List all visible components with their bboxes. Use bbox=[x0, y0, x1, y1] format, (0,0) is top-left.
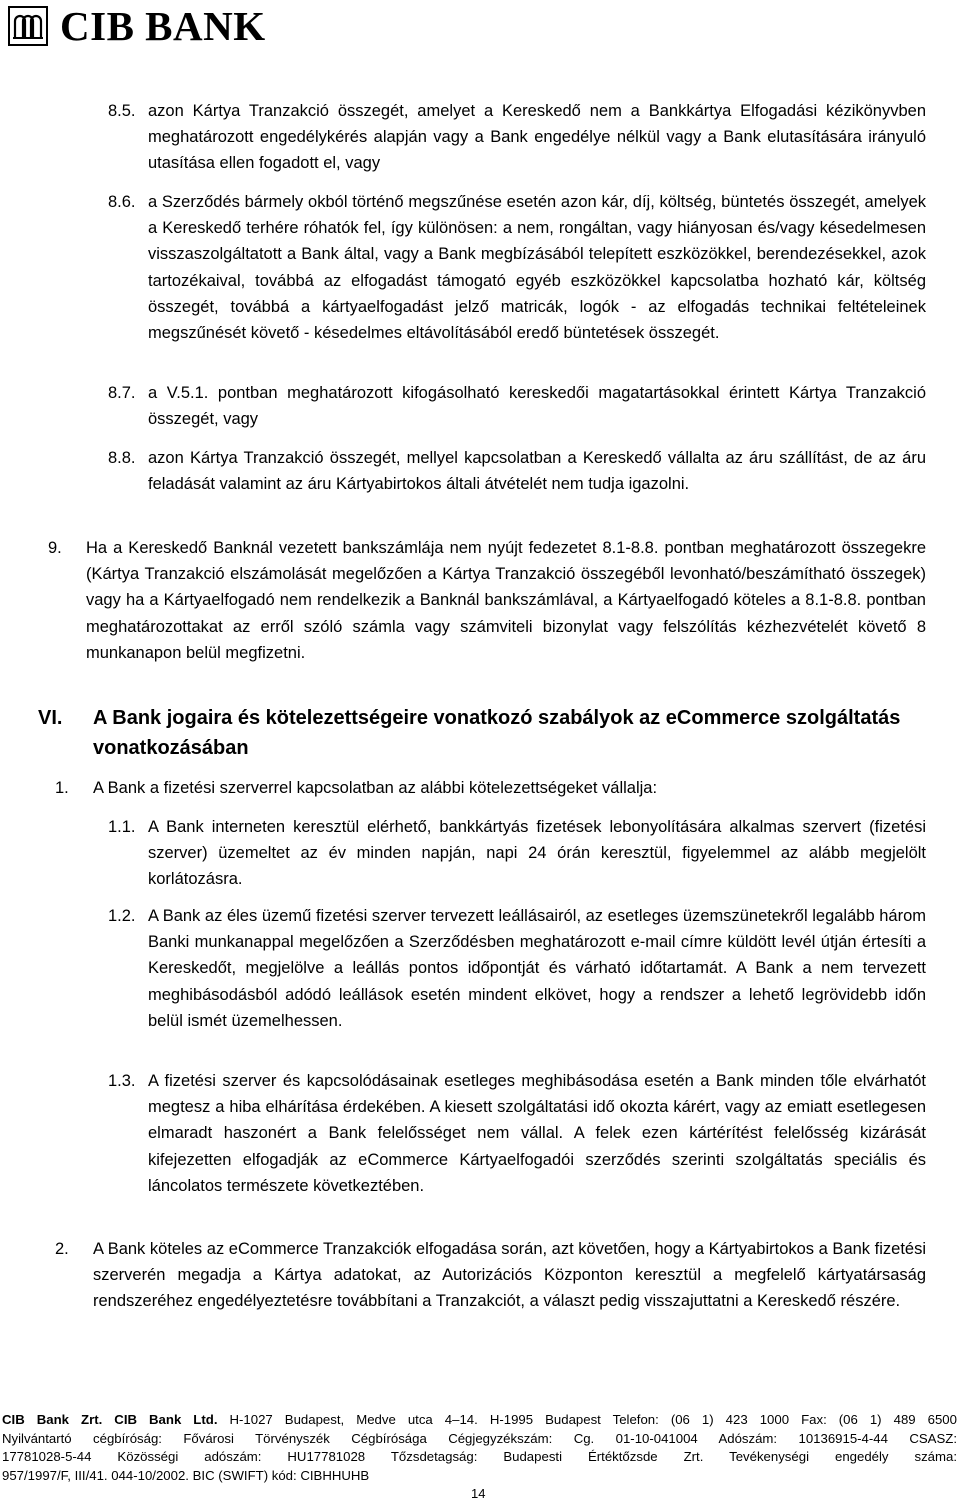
clause-text: A Bank a fizetési szerverrel kapcsolatban az alábbi kötelezettségeket vállalja: bbox=[93, 779, 658, 797]
bank-logo-icon bbox=[8, 6, 48, 46]
clause-2 bbox=[55, 1236, 926, 1315]
clause-1 bbox=[55, 775, 926, 801]
clause-8-5 bbox=[108, 98, 926, 177]
bank-logo bbox=[8, 4, 266, 48]
clause-number: 8.6. bbox=[108, 193, 136, 211]
clause-number: 1.1. bbox=[108, 818, 136, 836]
clause-number: 1. bbox=[55, 779, 69, 797]
footer-company-name: CIB Bank Zrt. CIB Bank Ltd. bbox=[2, 1412, 218, 1427]
clause-number: 2. bbox=[55, 1240, 69, 1258]
page-footer bbox=[2, 1411, 957, 1485]
footer-line-3: 17781028-5-44 Közösségi adószám: HU17781028 Tőzsdetagság: Budapesti Értéktőzsde Zrt. Tevékenységi engedély száma: bbox=[2, 1449, 957, 1465]
clause-number: 1.3. bbox=[108, 1072, 136, 1090]
clause-8-7 bbox=[108, 380, 926, 432]
clause-1-3 bbox=[108, 1068, 926, 1199]
clause-text: Ha a Kereskedő Banknál vezetett bankszámlája nem nyújt fedezetet 8.1-8.8. pontban meghatározott összegekre (Kártya Tranzakció elszámolását megelőzően a Kártya Tranzakció összegéből levonható/beszámítható összegek) vagy ha a Kártyaelfogadó nem rendelkezik a Banknál bankszámlával, a Kártyaelfogadó köteles a 8.1-8.8. pontban meghatározottakat az erről szóló számla vagy számviteli bizonylat vagy felszólítás kézhezvételét követő 8 munkanapon belül megfizetni. bbox=[86, 539, 926, 662]
clause-text: azon Kártya Tranzakció összegét, amelyet a Kereskedő nem a Bankkártya Elfogadási kézikönyvben meghatározott engedélykérés alapján vagy a Bank engedélye nélkül vagy a Bank elutasítására irányuló utasítása ellen fogadott el, vagy bbox=[148, 102, 926, 173]
page-number: 14 bbox=[471, 1486, 486, 1501]
clause-number: 1.2. bbox=[108, 907, 136, 925]
footer-address: H-1027 Budapest, Medve utca 4–14. H-1995 Budapest Telefon: (06 1) 423 1000 Fax: (06 1) 489 6500 bbox=[229, 1412, 957, 1427]
clause-text: azon Kártya Tranzakció összegét, mellyel kapcsolatban a Kereskedő vállalta az áru szállítást, de az áru feladását valamint az áru Kártyabirtokos általi átvételét nem tudja igazolni. bbox=[148, 449, 926, 494]
clause-number: 8.7. bbox=[108, 384, 136, 402]
footer-line-4: 957/1997/F, III/41. 044-10/2002. BIC (SWIFT) kód: CIBHHUHB bbox=[2, 1467, 370, 1483]
clause-8-8 bbox=[108, 445, 926, 497]
clause-8-6 bbox=[108, 189, 926, 346]
clause-text: A fizetési szerver és kapcsolódásainak esetleges meghibásodása esetén a Bank minden tőle elvárhatót megtesz a hiba elhárítása érdekében. A kiesett szolgáltatási idő okozta kárért, vagy az emiatt esetlegesen elmaradt haszonért a Bank felelősséget nem vállal. A felek ezen kártérítést felelősség kizárását kifejezetten elfogadják az eCommerce Kártyaelfogadói szerződés szerinti szolgáltatás speciális és láncolatos természete következtében. bbox=[148, 1072, 926, 1195]
clause-1-1 bbox=[108, 814, 926, 893]
clause-text: a V.5.1. pontban meghatározott kifogásolható kereskedői magatartásokkal érintett Kártya Tranzakció összegét, vagy bbox=[148, 384, 926, 429]
clause-1-2 bbox=[108, 903, 926, 1034]
clause-text: a Szerződés bármely okból történő megszűnése esetén azon kár, díj, költség, büntetés összegét, amelyek a Kereskedő terhére róhatók fel, így különösen: a nem, rongáltan, vagy hiányosan és/vagy késedelmesen visszaszolgáltatott a Bank által, vagy a Bank megbízásából telepített eszközökkel, berendezésekkel, azok tartozékaival, továbbá az elfogadást támogató egyéb eszközökkel kapcsolatba hozható kár, költség összegét, továbbá a kártyaelfogadást jelző matricák, logók - az elfogadás technikai feltételeinek megszűnését követő - késedelmes eltávolításából eredő büntetések összegét. bbox=[148, 193, 926, 343]
footer-line-2: Nyilvántartó cégbíróság: Fővárosi Törvényszék Cégbírósága Cégjegyzékszám: Cg. 01-10-041004 Adószám: 10136915-4-44 CSASZ: bbox=[2, 1430, 957, 1446]
clause-9 bbox=[48, 535, 926, 666]
section-title: A Bank jogaira és kötelezettségeire vonatkozó szabályok az eCommerce szolgáltatás vonatkozásában bbox=[93, 707, 901, 759]
clause-text: A Bank interneten keresztül elérhető, bankkártyás fizetések lebonyolítására alkalmas szervert (fizetési szerver) üzemeltet az év minden napján, napi 24 órán keresztül, figyelemmel az alább megjelölt korlátozásra. bbox=[148, 818, 926, 889]
section-heading-vi bbox=[38, 703, 938, 763]
clause-text: A Bank az éles üzemű fizetési szerver tervezett leállásairól, az esetleges üzemszünetekről legalább három Banki munkanappal megelőzően a Szerződésben meghatározott e-mail címre küldött levél útján értesíti a Kereskedőt, megjelölve a leállás pontos időpontját és várható időtartamát. A Bank a nem tervezett meghibásodásból adódó leállások esetén mindent elkövet, hogy a rendszer a lehető legrövidebb időn belül ismét üzemelhessen. bbox=[148, 907, 926, 1030]
section-number: VI. bbox=[38, 707, 63, 729]
clause-number: 9. bbox=[48, 539, 62, 557]
bank-logo-text: CIB BANK bbox=[60, 3, 266, 49]
clause-number: 8.8. bbox=[108, 449, 136, 467]
clause-text: A Bank köteles az eCommerce Tranzakciók elfogadása során, azt követően, hogy a Kártyabirtokos a Bank fizetési szerverén megadja a Kártya adatokat, az Autorizációs Központon keresztül a megfelelő kártyatársaság rendszeréhez engedélyeztetésre továbbítani a Tranzakciót, a választ pedig visszajuttatni a Kereskedő részére. bbox=[93, 1240, 926, 1311]
footer-line-1 bbox=[2, 1411, 957, 1430]
clause-number: 8.5. bbox=[108, 102, 136, 120]
